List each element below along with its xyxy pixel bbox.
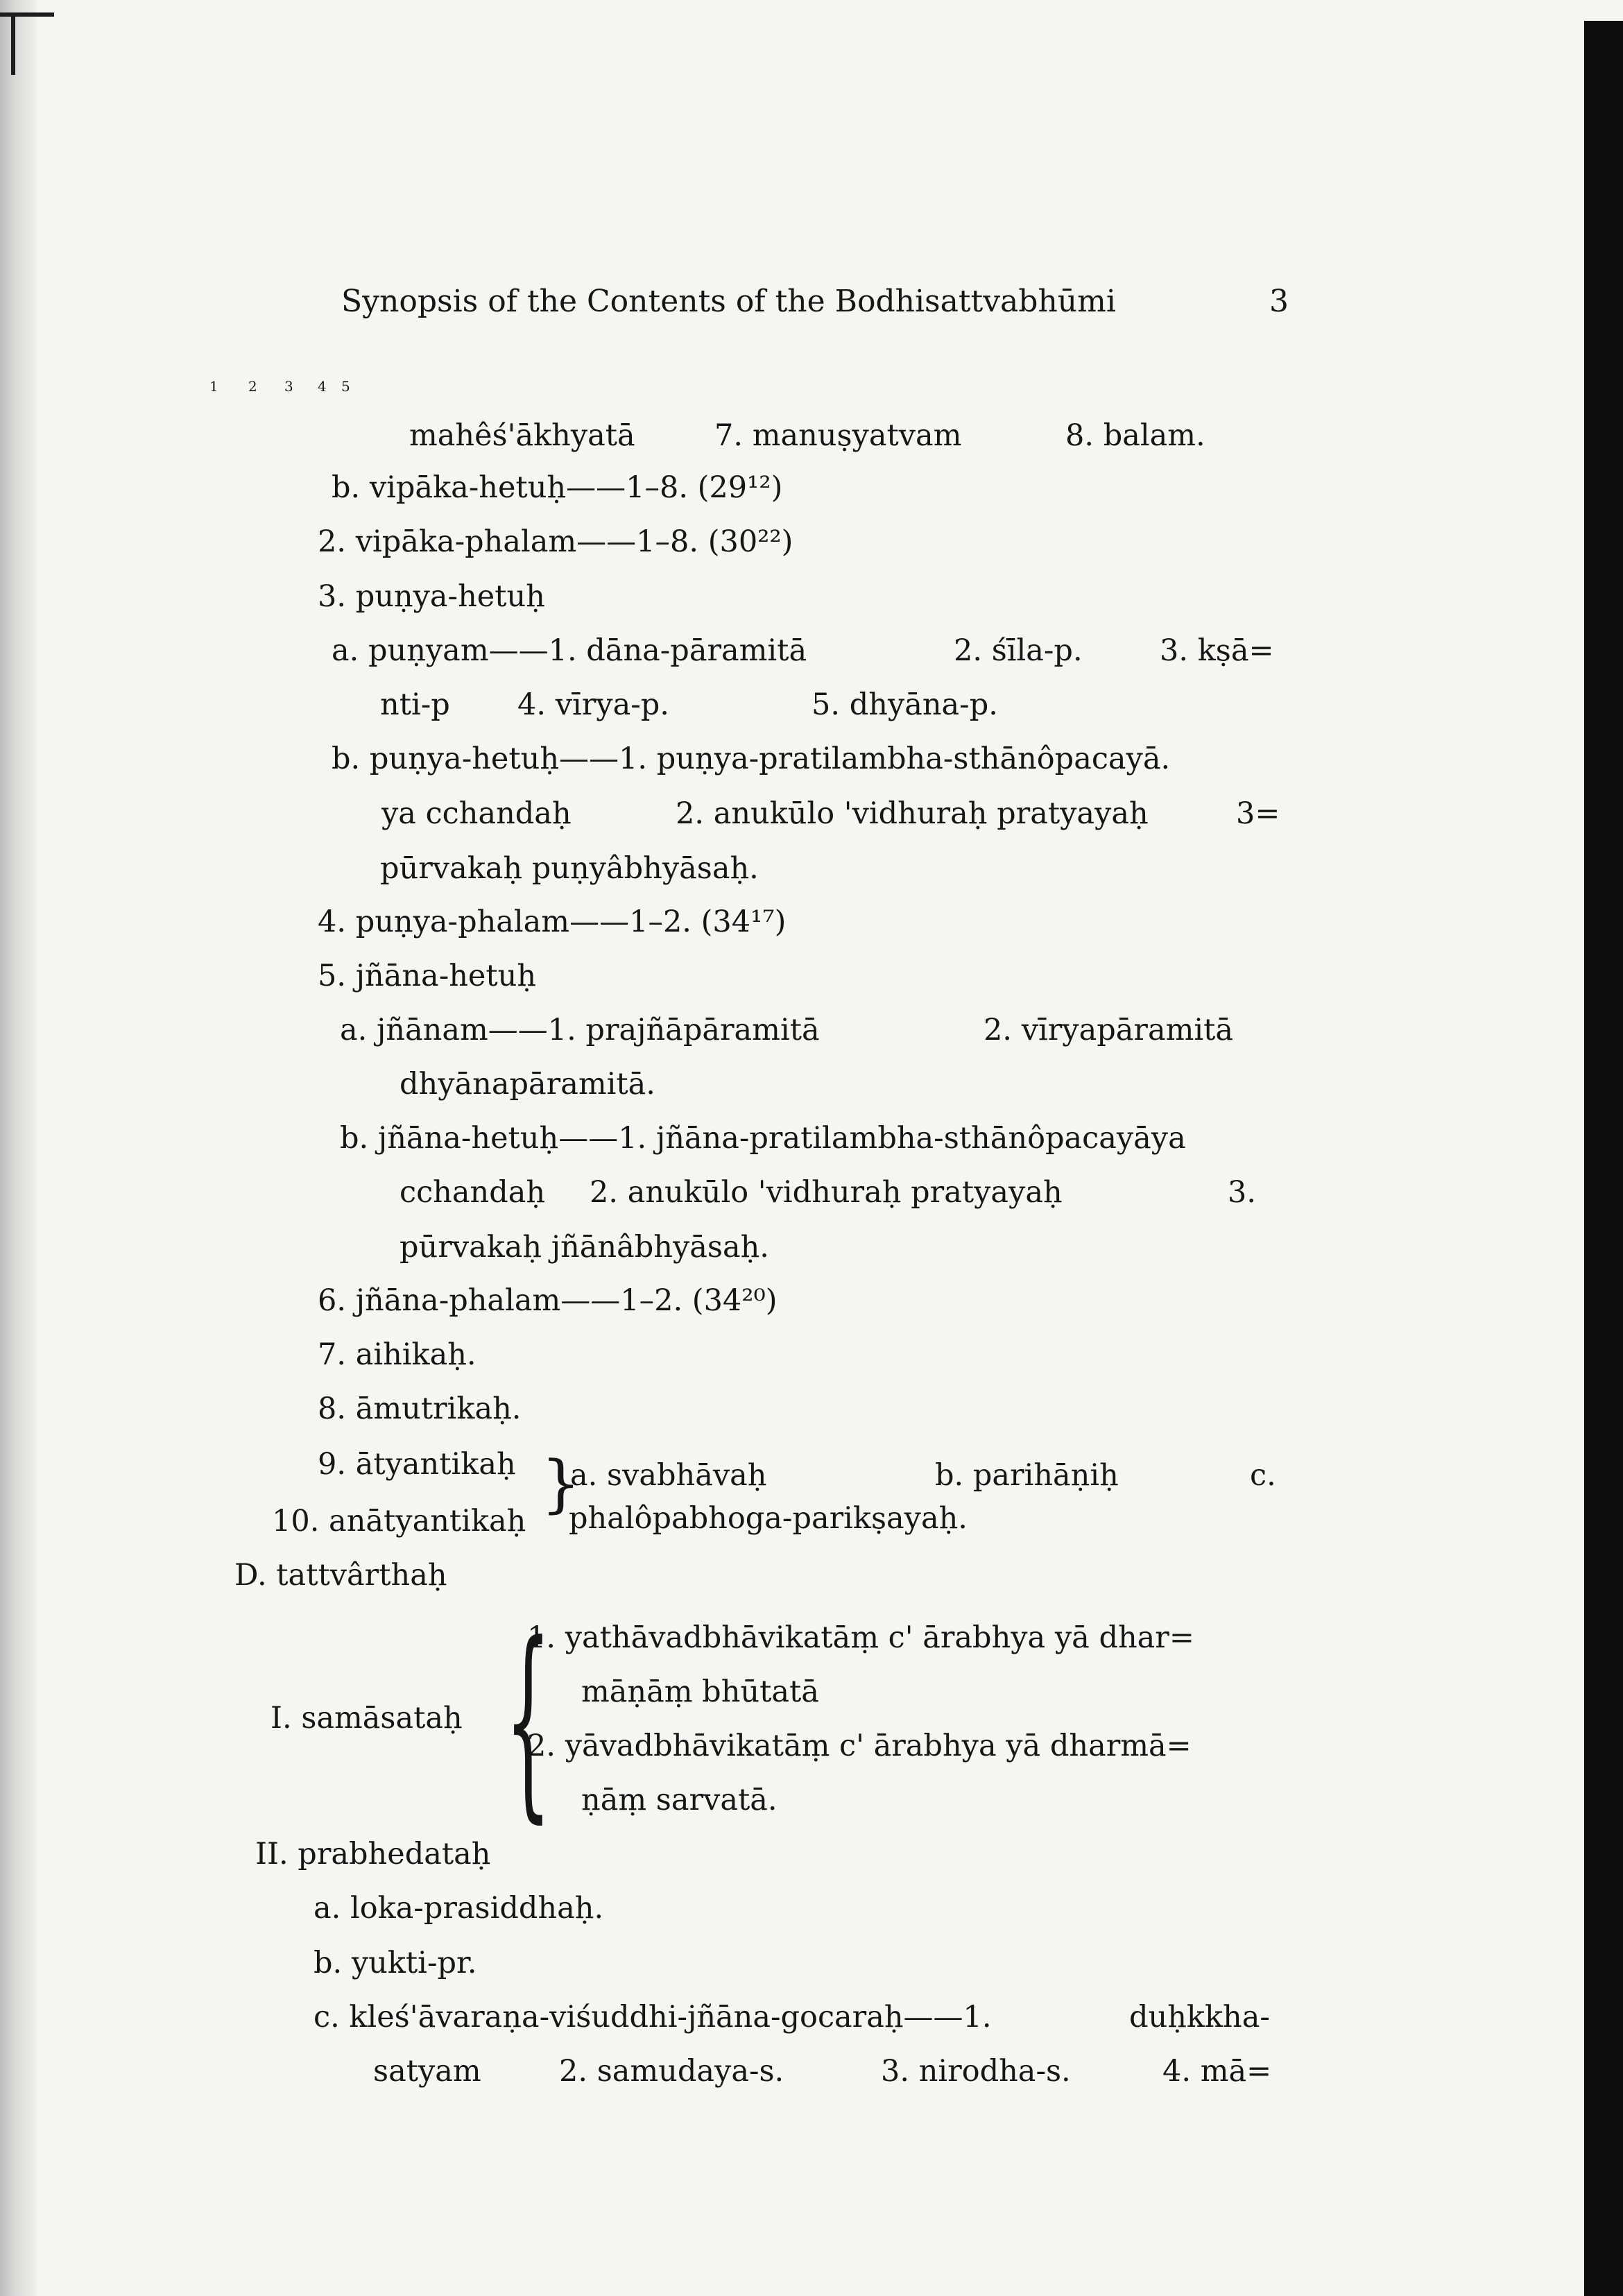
synopsis-line: dhyānapāramitā.: [400, 1067, 655, 1102]
synopsis-line: ṇāṃ sarvatā.: [581, 1783, 778, 1817]
synopsis-line: phalôpabhoga-parikṣayaḥ.: [569, 1501, 968, 1536]
synopsis-line: 4. vīrya-p.: [517, 687, 669, 722]
synopsis-line: satyam: [373, 2054, 481, 2089]
synopsis-line: 2. anukūlo 'vidhuraḥ pratyayaḥ: [590, 1175, 1063, 1210]
left-brace: {: [505, 1599, 551, 1841]
synopsis-line: 2. vīryapāramitā: [984, 1013, 1234, 1047]
synopsis-line: a. svabhāvaḥ: [570, 1458, 767, 1493]
synopsis-line: 8. balam.: [1065, 418, 1205, 453]
synopsis-line: 1. yathāvadbhāvikatāṃ c' ārabhya yā dhar=: [527, 1620, 1194, 1655]
synopsis-line: 8. āmutrikaḥ.: [318, 1391, 522, 1426]
synopsis-line: b. jñāna-hetuḥ——1. jñāna-pratilambha-sthānôpacayāya: [340, 1121, 1186, 1156]
column-number: 1: [209, 378, 218, 395]
column-number: 5: [341, 378, 350, 395]
synopsis-line: 2. yāvadbhāvikatāṃ c' ārabhya yā dharmā=: [527, 1729, 1192, 1763]
synopsis-line: 6. jñāna-phalam——1–2. (34²⁰): [318, 1283, 778, 1318]
synopsis-line: 2. śīla-p.: [954, 633, 1083, 668]
synopsis-line: 9. ātyantikaḥ: [318, 1447, 516, 1482]
synopsis-line: cchandaḥ: [400, 1175, 546, 1210]
synopsis-line: a. puṇyam——1. dāna-pāramitā: [332, 633, 807, 668]
synopsis-line: ya cchandaḥ: [381, 796, 572, 831]
synopsis-line: 2. anukūlo 'vidhuraḥ pratyayaḥ: [676, 796, 1149, 831]
synopsis-line: māṇāṃ bhūtatā: [581, 1674, 819, 1709]
synopsis-line: 4. mā=: [1162, 2054, 1272, 2089]
synopsis-line: 3. puṇya-hetuḥ: [318, 579, 545, 614]
synopsis-line: b. vipāka-hetuḥ——1–8. (29¹²): [332, 470, 783, 505]
synopsis-line: duḥkkha-: [1129, 2000, 1270, 2034]
running-header-title: Synopsis of the Contents of the Bodhisattvabhūmi: [341, 284, 1116, 319]
synopsis-line: 3=: [1236, 796, 1280, 831]
synopsis-line: mahêś'ākhyatā: [409, 418, 635, 453]
synopsis-line: b. parihāṇiḥ: [935, 1458, 1119, 1493]
synopsis-line: pūrvakaḥ jñānâbhyāsaḥ.: [400, 1230, 769, 1265]
synopsis-line: c. kleś'āvaraṇa-viśuddhi-jñāna-gocaraḥ——1.: [314, 2000, 992, 2034]
page-left-edge-shadow: [0, 0, 36, 2296]
page-right-edge-shadow: [1584, 21, 1623, 2296]
synopsis-line: 10. anātyantikaḥ: [272, 1504, 526, 1539]
column-number: 3: [284, 378, 293, 395]
scan-corner-mark: [0, 12, 54, 17]
synopsis-line: a. loka-prasiddhaḥ.: [314, 1891, 604, 1926]
synopsis-line: pūrvakaḥ puṇyâbhyāsaḥ.: [380, 851, 759, 886]
right-brace: }: [541, 1448, 581, 1520]
synopsis-line: I. samāsataḥ: [270, 1701, 463, 1736]
synopsis-line: nti-p: [380, 687, 450, 722]
scan-corner-mark: [11, 12, 15, 75]
synopsis-line: 4. puṇya-phalam——1–2. (34¹⁷): [318, 905, 787, 939]
synopsis-line: 3. nirodha-s.: [881, 2054, 1071, 2089]
page-number: 3: [1269, 284, 1289, 319]
synopsis-line: 7. manuṣyatvam: [714, 418, 962, 453]
synopsis-line: D. tattvârthaḥ: [234, 1558, 447, 1593]
synopsis-line: 3. kṣā=: [1160, 633, 1274, 668]
column-number: 4: [318, 378, 327, 395]
synopsis-line: 2. samudaya-s.: [559, 2054, 784, 2089]
synopsis-line: c.: [1250, 1458, 1276, 1493]
synopsis-line: 5. dhyāna-p.: [812, 687, 998, 722]
synopsis-line: b. puṇya-hetuḥ——1. puṇya-pratilambha-sthānôpacayā.: [332, 742, 1171, 776]
synopsis-line: 5. jñāna-hetuḥ: [318, 959, 537, 993]
synopsis-line: II. prabhedataḥ: [255, 1837, 491, 1871]
synopsis-line: 3.: [1228, 1175, 1257, 1210]
synopsis-line: 7. aihikaḥ.: [318, 1337, 476, 1372]
synopsis-line: b. yukti-pr.: [314, 1946, 477, 1980]
synopsis-line: 2. vipāka-phalam——1–8. (30²²): [318, 524, 793, 559]
synopsis-line: a. jñānam——1. prajñāpāramitā: [340, 1013, 820, 1047]
column-number: 2: [248, 378, 257, 395]
